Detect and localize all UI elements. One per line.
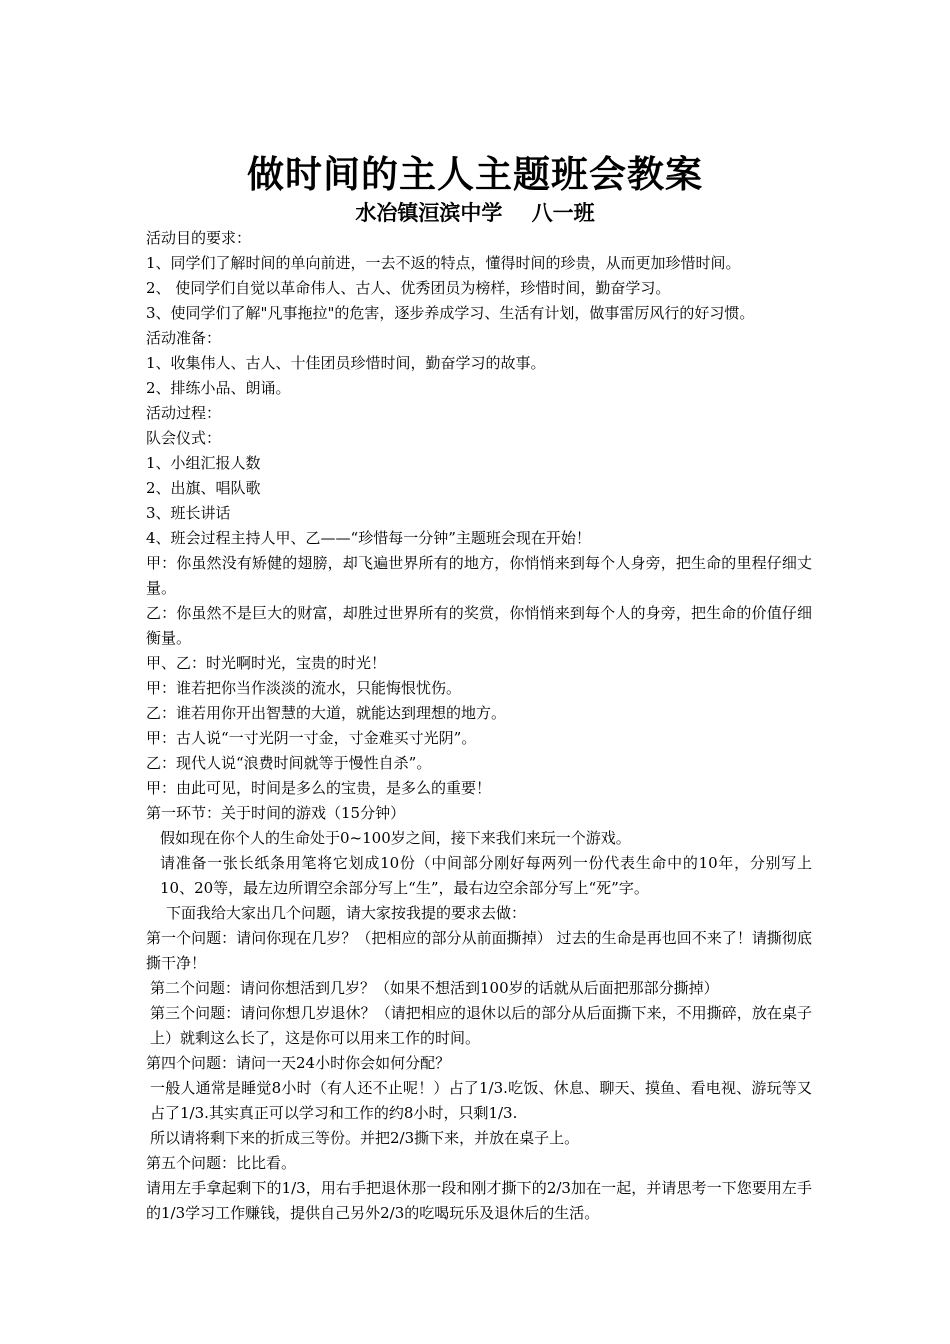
paragraph: 3、班长讲话 [146,504,231,522]
document-title: 做时间的主人主题班会教案 [247,152,703,196]
paragraph: 甲：古人说“一寸光阴一寸金，寸金难买寸光阴”。 [146,729,477,747]
paragraph: 2、 使同学们自觉以革命伟人、古人、优秀团员为榜样，珍惜时间，勤奋学习。 [146,279,671,297]
paragraph: 第五个问题：比比看。 [146,1154,297,1172]
paragraph: 4、班会过程主持人甲、乙——“珍惜每一分钟”主题班会现在开始！ [146,529,591,547]
paragraph: 一般人通常是睡觉8小时（有人还不止呢！）占了1/3.吃饭、休息、聊天、摸鱼、看电视、游玩等又占了1/3.其实真正可以学习和工作的约8小时，只剩1/3. [150,1079,812,1122]
paragraph: 所以请将剩下来的折成三等份。并把2/3撕下来，并放在桌子上。 [150,1129,580,1147]
paragraph: 下面我给大家出几个问题，请大家按我提的要求去做： [166,904,527,922]
paragraph: 甲、乙：时光啊时光，宝贵的时光！ [146,654,387,672]
paragraph: 1、收集伟人、古人、十佳团员珍惜时间，勤奋学习的故事。 [146,354,546,372]
paragraph: 1、同学们了解时间的单向前进，一去不返的特点，懂得时间的珍贵，从而更加珍惜时间。 [146,254,741,272]
paragraph: 请准备一张长纸条用笔将它划成10份（中间部分刚好每两列一份代表生命中的10年，分别写上10、20等，最左边所谓空余部分写上“生”，最右边空余部分写上“死”字。 [160,854,812,897]
paragraph: 3、使同学们了解"凡事拖拉"的危害，逐步养成学习、生活有计划，做事雷厉风行的好习惯。 [146,304,755,322]
paragraph: 2、排练小品、朗诵。 [146,379,291,397]
paragraph: 活动准备： [146,329,222,347]
paragraph: 第三个问题：请问你想几岁退休？（请把相应的退休以后的部分从后面撕下来，不用撕碎，放在桌子上）就剩这么长了，这是你可以用来工作的时间。 [150,1004,812,1047]
paragraph: 甲：由此可见，时间是多么的宝贵，是多么的重要！ [146,779,492,797]
document-body [146,226,812,1226]
paragraph: 队会仪式： [146,429,222,447]
paragraph: 活动目的要求： [146,229,252,247]
paragraph: 请用左手拿起剩下的1/3，用右手把退休那一段和刚才撕下的2/3加在一起，并请思考一下您要用左手的1/3学习工作赚钱，提供自己另外2/3的吃喝玩乐及退休后的生活。 [146,1179,812,1222]
paragraph: 乙：你虽然不是巨大的财富，却胜过世界所有的奖赏，你悄悄来到每个人的身旁，把生命的价值仔细衡量。 [146,604,812,647]
paragraph: 活动过程： [146,404,222,422]
paragraph: 第一个问题：请问你现在几岁？（把相应的部分从前面撕掉） 过去的生命是再也回不来了！请撕彻底撕干净！ [146,929,812,972]
paragraph: 2、出旗、唱队歌 [146,479,261,497]
paragraph: 乙：谁若用你开出智慧的大道，就能达到理想的地方。 [146,704,507,722]
paragraph: 第一环节：关于时间的游戏（15分钟） [146,804,406,822]
paragraph: 甲：谁若把你当作淡淡的流水，只能悔恨忧伤。 [146,679,462,697]
paragraph: 1、小组汇报人数 [146,454,261,472]
paragraph: 假如现在你个人的生命处于0~100岁之间，接下来我们来玩一个游戏。 [160,829,631,847]
document-subtitle: 水冶镇洹滨中学 八一班 [355,200,595,225]
paragraph: 第四个问题：请问一天24小时你会如何分配？ [146,1054,451,1072]
paragraph: 第二个问题：请问你想活到几岁？（如果不想活到100岁的话就从后面把那部分撕掉） [150,979,719,997]
paragraph: 乙：现代人说“浪费时间就等于慢性自杀”。 [146,754,432,772]
paragraph: 甲：你虽然没有矫健的翅膀，却飞遍世界所有的地方，你悄悄来到每个人身旁，把生命的里程仔细丈量。 [146,554,812,597]
